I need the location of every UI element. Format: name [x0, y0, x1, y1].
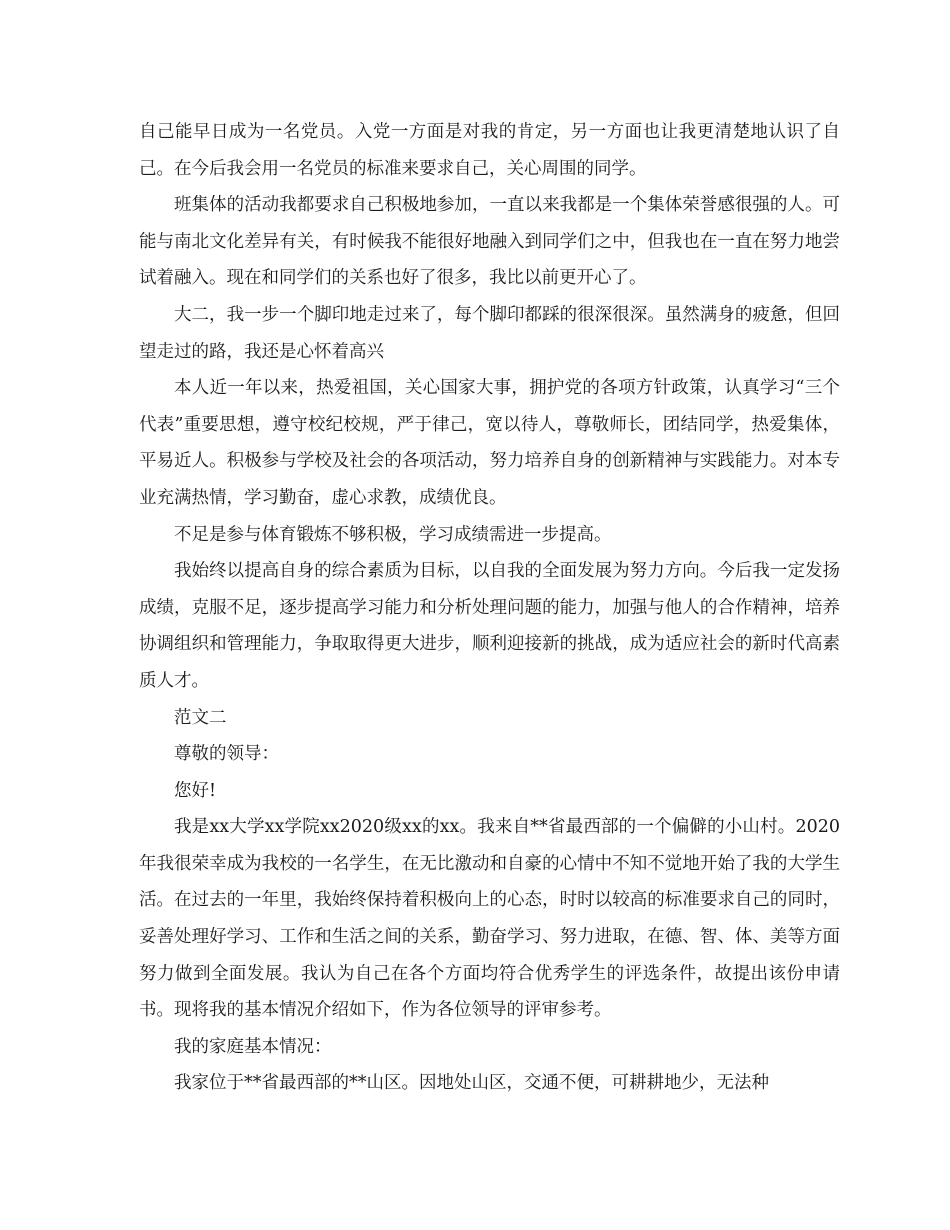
paragraph-6: 我始终以提高自身的综合素质为目标，以自我的全面发展为努力方向。今后我一定发扬成绩，克服不足，逐步提高学习能力和分析处理问题的能力，加强与他人的合作精神，培养协调组织和管理能力，争取取得更大进步，顺利迎接新的挑战，成为适应社会的新时代高素质人才。 — [139, 561, 840, 691]
paragraph-10: 我是xx大学xx学院xx2020级xx的xx。我来自**省最西部的一个偏僻的小山村。2020年我很荣幸成为我校的一名学生，在无比激动和自豪的心情中不知不觉地开始了我的大学生活。在过去的一年里，我始终保持着积极向上的心态，时时以较高的标准要求自己的同时，妥善处理好学习、工作和生活之间的关系，勤奋学习、努力进取，在德、智、体、美等方面努力做到全面发展。我认为自己在各个方面均符合优秀学生的评选条件，故提出该份申请书。现将我的基本情况介绍如下，作为各位领导的评审参考。 — [139, 817, 840, 1021]
paragraph-2: 班集体的活动我都要求自己积极地参加，一直以来我都是一个集体荣誉感很强的人。可能与南北文化差异有关，有时候我不能很好地融入到同学们之中，但我也在一直在努力地尝试着融入。现在和同学们的关系也好了很多，我比以前更开心了。 — [139, 195, 840, 289]
paragraph-1: 自己能早日成为一名党员。入党一方面是对我的肯定，另一方面也让我更清楚地认识了自己。在今后我会用一名党员的标准来要求自己，关心周围的同学。 — [139, 122, 840, 179]
paragraph-5: 不足是参与体育锻炼不够积极，学习成绩需进一步提高。 — [174, 524, 612, 545]
greeting: 您好! — [174, 780, 217, 801]
subheading-family: 我的家庭基本情况： — [174, 1036, 332, 1057]
section-heading: 范文二 — [174, 707, 227, 728]
salutation: 尊敬的领导： — [174, 744, 279, 765]
paragraph-3: 大二，我一步一个脚印地走过来了，每个脚印都踩的很深很深。虽然满身的疲惫，但回望走过的路，我还是心怀着高兴 — [139, 304, 840, 362]
paragraph-4: 本人近一年以来，热爱祖国，关心国家大事，拥护党的各项方针政策，认真学习“三个代表”重要思想，遵守校纪校规，严于律己，宽以待人，尊敬师长，团结同学，热爱集体，平易近人。积极参与学校及社会的各项活动，努力培养自身的创新精神与实践能力。对本专业充满热情，学习勤奋，虚心求教，成绩优良。 — [139, 378, 840, 508]
paragraph-12: 我家位于**省最西部的**山区。因地处山区，交通不便，可耕耕地少，无法种 — [174, 1073, 769, 1094]
